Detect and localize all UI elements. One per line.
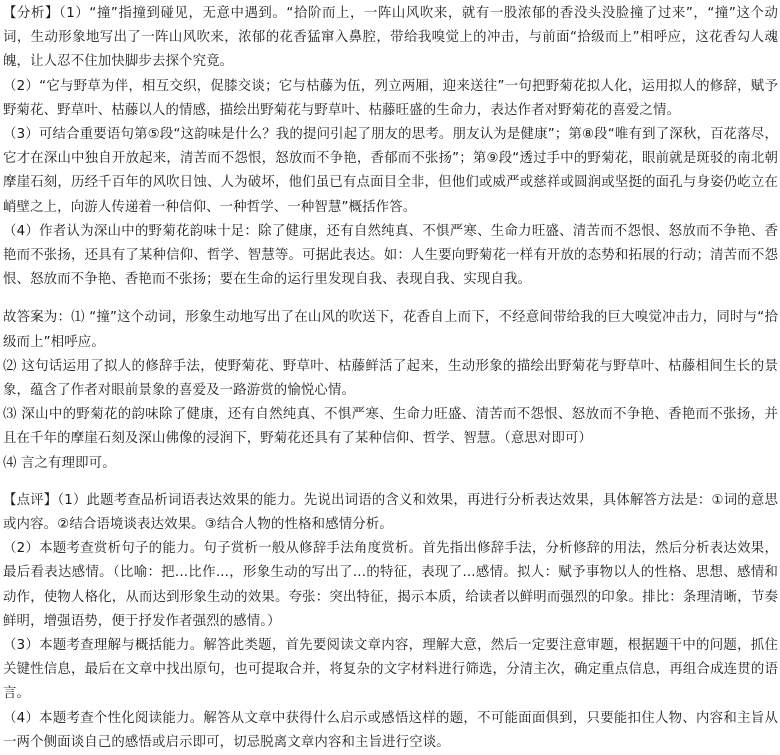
comment-paragraph-2: （2）本题考查赏析句子的能力。句子赏析一般从修辞手法角度赏析。首先指出修辞手法，分析修辞的用法，然后分析表达效果，最后看表达感情。（比喻：把...比作...，形象生动的写出了...的特征，表现了...感情。拟人：赋予事物以人的性格、思想、感情和动作，使物人格化，从而达到形象生动的效果。夸张：突出特征，揭示本质，给读者以鲜明而强烈的印象。排比：条理清晰，节奏鲜明，增强语势，便于抒发作者强烈的感情。） — [3, 541, 778, 629]
analysis-paragraph-1: 【分析】（1）“撞”指撞到碰见，无意中遇到。“拾阶而上，一阵山风吹来，就有一股浓郁的香没头没脸撞了过来”，“撞”这个动词，生动形象地写出了一阵山风吹来，浓郁的花香猛窜入鼻腔，带给我嗅觉上的冲击，与前面“拾级而上”相呼应，这花香勾人魂魄，让人忍不住加快脚步去探个究竟。 — [3, 6, 778, 70]
analysis-paragraph-2: （2）“它与野草为伴，相互交织，促膝交谈；它与枯藤为伍，列立两厢，迎来送往”一句把野菊花拟人化，运用拟人的修辞，赋予野菊花、野草叶、枯藤以人的情感，描绘出野菊花与野草叶、枯藤旺盛的生命力，表达作者对野菊花的喜爱之情。 — [3, 78, 778, 118]
comment-paragraph-4: （4）本题考查个性化阅读能力。解答从文章中获得什么启示或感悟这样的题，不可能面面俱到，只要能扣住人物、内容和主旨从一两个侧面谈自己的感悟或启示即可，切忌脱离文章内容和主旨进行空谈。 — [3, 710, 778, 750]
answer-paragraph-4: ⑷ 言之有理即可。 — [3, 455, 116, 471]
analysis-paragraph-3: （3）可结合重要语句第⑤段“这韵味是什么？我的提问引起了朋友的思考。朋友认为是健康”；第⑧段“唯有到了深秋，百花落尽，它才在深山中独自开放起来，清苦而不怨恨，怒放而不争艳，香郁而不张扬”；第⑨段“透过手中的野菊花，眼前就是斑驳的南北朝摩崖石刻，历经千百年的风吹日蚀、人为破坏，他们虽已有点面目全非，但他们或威严或慈祥或圆润或坚挺的面孔与身姿仍屹立在峭壁之上，向游人传递着一种信仰、一种哲学、一种智慧”概括作答。 — [3, 127, 778, 215]
section-spacer — [3, 292, 778, 306]
answer-paragraph-2: ⑵ 这句话运用了拟人的修辞手法，使野菊花、野草叶、枯藤鲜活了起来，生动形象的描绘出野菊花与野草叶、枯藤相间生长的景象，蕴含了作者对眼前景象的喜爱及一路游赏的愉悦心情。 — [3, 358, 778, 399]
comment-section — [3, 489, 778, 755]
answer-paragraph-1: 故答案为：⑴ “撞”这个动词，形象生动地写出了在山风的吹送下，花香自上而下，不经意间带给我的巨大嗅觉冲击力，同时与“拾级而上”相呼应。 — [3, 310, 778, 350]
comment-paragraph-1: 【点评】（1）此题考查品析词语表达效果的能力。先说出词语的含义和效果，再进行分析表达效果，具体解答方法是：①词的意思或内容。②结合语境谈表达效果。③结合人物的性格和感情分析。 — [3, 492, 778, 533]
section-spacer — [3, 476, 778, 489]
comment-paragraph-3: （3）本题考查理解与概括能力。解答此类题，首先要阅读文章内容，理解大意，然后一定要注意审题，根据题干中的问题，抓住关键性信息，最后在文章中找出原句，也可提取合并，将复杂的文字材料进行筛选，分清主次，确定重点信息，再组合成连贯的语言。 — [3, 638, 778, 702]
analysis-paragraph-4: （4）作者认为深山中的野菊花韵味十足：除了健康，还有自然纯真、不惧严寒、生命力旺盛、清苦而不怨恨、怒放而不争艳、香艳而不张扬，还具有了某种信仰、哲学、智慧等。可据此表达。如：人生要向野菊花一样有开放的态势和拓展的行动；清苦而不怨恨、怒放而不争艳、香艳而不张扬；要在生命的运行里发现自我、表现自我、实现自我。 — [3, 223, 778, 288]
answer-section — [3, 306, 778, 475]
analysis-section — [3, 2, 778, 292]
answer-paragraph-3: ⑶ 深山中的野菊花的韵味除了健康，还有自然纯真、不惧严寒、生命力旺盛、清苦而不怨恨、怒放而不争艳、香艳而不张扬，并且在千年的摩崖石刻及深山佛像的浸润下，野菊花还具有了某种信仰、哲学、智慧。（意思对即可） — [3, 407, 778, 447]
